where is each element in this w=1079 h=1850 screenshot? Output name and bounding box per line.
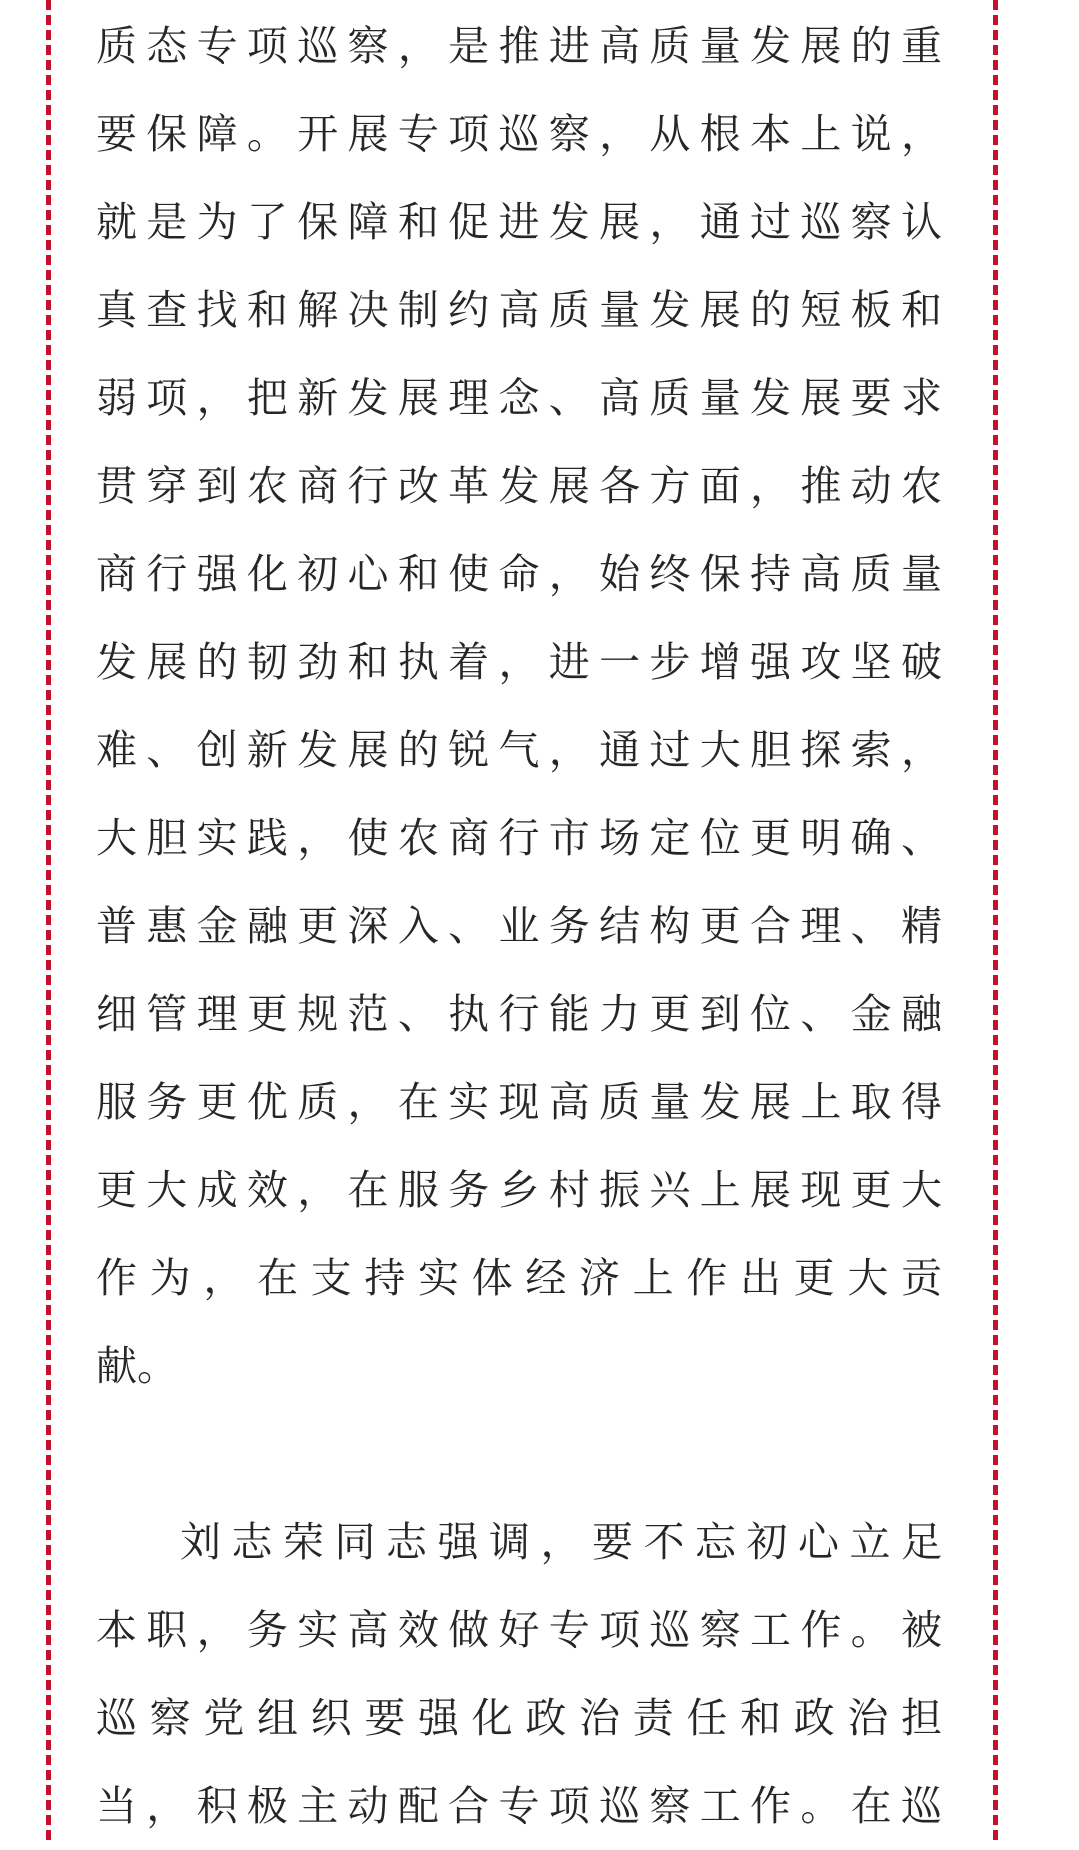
text-line: 质态专项巡察，是推进高质量发展的重 — [96, 22, 942, 70]
text-line: 本职，务实高效做好专项巡察工作。被 — [96, 1606, 942, 1654]
left-dashed-border — [46, 0, 51, 1840]
text-line: 更大成效，在服务乡村振兴上展现更大 — [96, 1166, 942, 1214]
text-line: 弱项，把新发展理念、高质量发展要求 — [96, 374, 942, 422]
text-line: 普惠金融更深入、业务结构更合理、精 — [96, 902, 942, 950]
text-line: 难、创新发展的锐气，通过大胆探索， — [96, 726, 942, 774]
text-line: 发展的韧劲和执着，进一步增强攻坚破 — [96, 638, 942, 686]
text-line: 贯穿到农商行改革发展各方面，推动农 — [96, 462, 942, 510]
paragraph-1 — [96, 2, 942, 1410]
text-line: 真查找和解决制约高质量发展的短板和 — [96, 286, 942, 334]
text-line: 当，积极主动配合专项巡察工作。在巡 — [96, 1782, 942, 1830]
text-line: 大胆实践，使农商行市场定位更明确、 — [96, 814, 942, 862]
text-line: 要保障。开展专项巡察，从根本上说， — [96, 110, 942, 158]
article-body — [96, 0, 942, 1850]
paragraph-gap — [96, 1410, 942, 1498]
text-line: 细管理更规范、执行能力更到位、金融 — [96, 990, 942, 1038]
text-line: 献。 — [96, 1342, 178, 1390]
text-line: 作为，在支持实体经济上作出更大贡 — [96, 1254, 942, 1302]
text-line: 刘志荣同志强调，要不忘初心立足 — [180, 1518, 942, 1566]
right-dashed-border — [993, 0, 998, 1840]
text-line: 服务更优质，在实现高质量发展上取得 — [96, 1078, 942, 1126]
text-line: 就是为了保障和促进发展，通过巡察认 — [96, 198, 942, 246]
paragraph-2 — [96, 1498, 942, 1850]
text-line: 商行强化初心和使命，始终保持高质量 — [96, 550, 942, 598]
text-line: 巡察党组织要强化政治责任和政治担 — [96, 1694, 942, 1742]
